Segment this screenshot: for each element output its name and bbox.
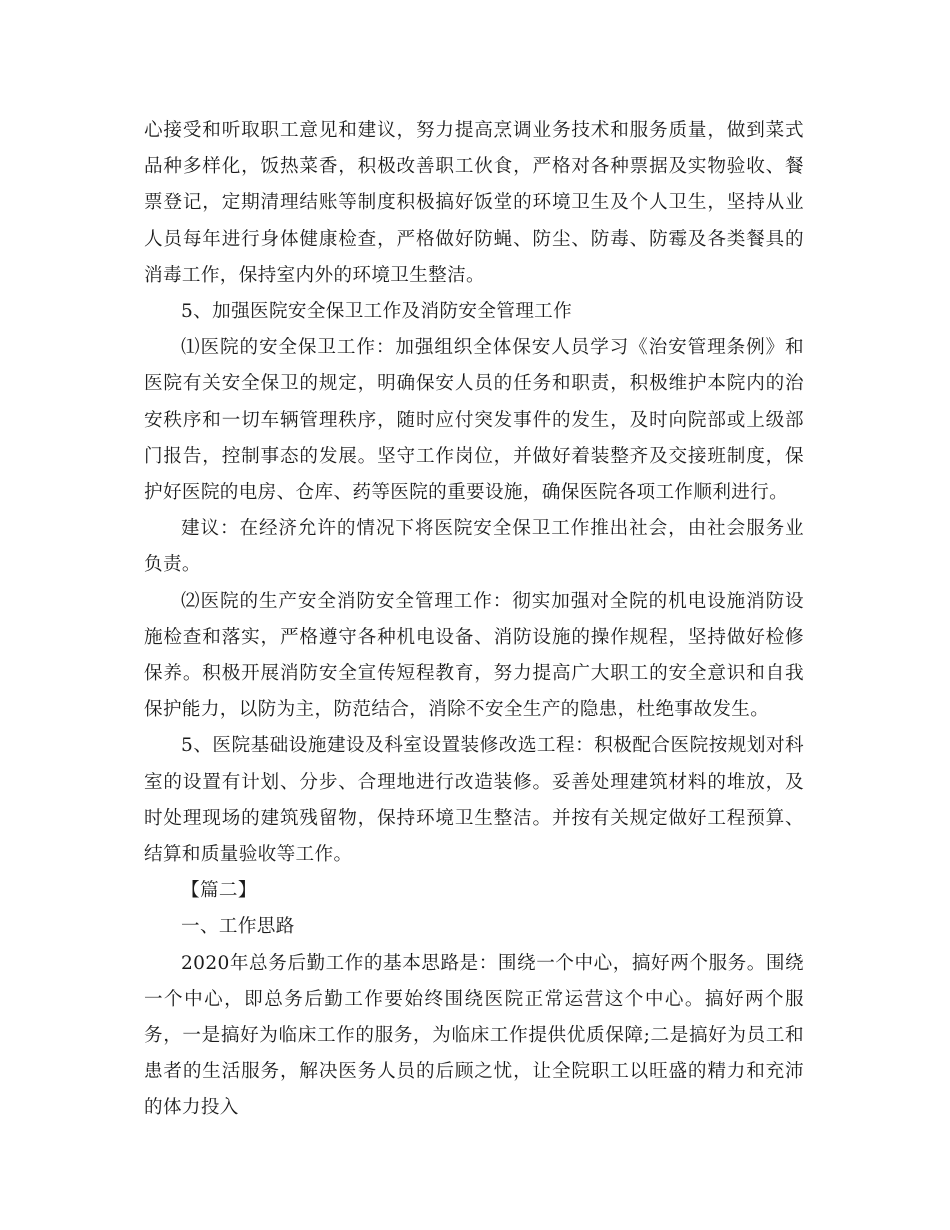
paragraph-catering: 心接受和听取职工意见和建议，努力提高烹调业务技术和服务质量，做到菜式品种多样化，饭热菜香，积极改善职工伙食，严格对各种票据及实物验收、餐票登记，定期清理结账等制度积极搞好饭堂的环境卫生及个人卫生，坚持从业人员每年进行身体健康检查，严格做好防蝇、防尘、防毒、防霉及各类餐具的消毒工作，保持室内外的环境卫生整洁。 <box>144 120 804 286</box>
paragraph-fire-safety: ⑵医院的生产安全消防安全管理工作：彻实加强对全院的机电设施消防设施检查和落实，严格遵守各种机电设备、消防设施的操作规程，坚持做好检修保养。积极开展消防安全宣传短程教育，努力提高广大职工的安全意识和自我保护能力，以防为主，防范结合，消除不安全生产的隐患，杜绝事故发生。 <box>144 590 804 721</box>
paragraph-security-guard: ⑴医院的安全保卫工作：加强组织全体保安人员学习《治安管理条例》和医院有关安全保卫的规定，明确保安人员的任务和职责，积极维护本院内的治安秩序和一切车辆管理秩序，随时应付突发事件的发生，及时向院部或上级部门报告，控制事态的发展。坚守工作岗位，并做好着装整齐及交接班制度，保护好医院的电房、仓库、药等医院的重要设施，确保医院各项工作顺利进行。 <box>144 337 804 504</box>
section-heading-work-ideas: 一、工作思路 <box>181 916 295 938</box>
section-heading-security: 5、加强医院安全保卫工作及消防安全管理工作 <box>181 301 573 323</box>
document-body <box>144 113 804 1127</box>
paragraph-suggestion: 建议：在经济允许的情况下将医院安全保卫工作推出社会，由社会服务业负责。 <box>144 518 804 576</box>
section-title-part-two: 【篇二】 <box>181 880 257 902</box>
paragraph-work-ideas: 2020年总务后勤工作的基本思路是：围绕一个中心，搞好两个服务。围绕一个中心，即总务后勤工作要始终围绕医院正常运营这个中心。搞好两个服务，一是搞好为临床工作的服务，为临床工作提供优质保障;二是搞好为员工和患者的生活服务，解决医务人员的后顾之忧，让全院职工以旺盛的精力和充沛的体力投入 <box>144 952 804 1119</box>
paragraph-infrastructure: 5、医院基础设施建设及科室设置装修改选工程：积极配合医院按规划对科室的设置有计划、分步、合理地进行改造装修。妥善处理建筑材料的堆放，及时处理现场的建筑残留物，保持环境卫生整洁。并按有关规定做好工程预算、结算和质量验收等工作。 <box>144 735 804 866</box>
